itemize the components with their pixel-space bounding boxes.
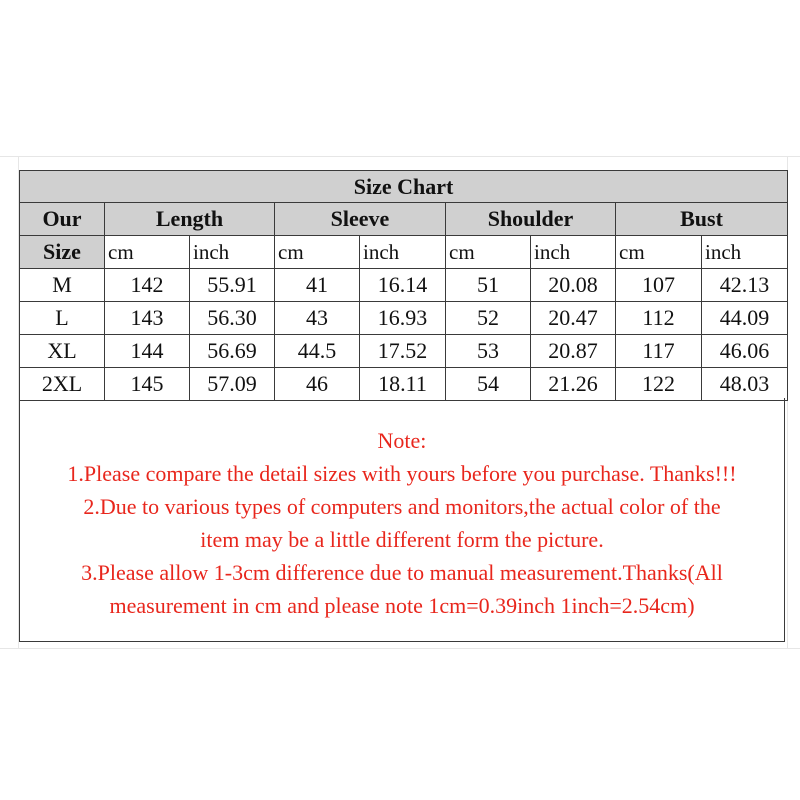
bust-cm-cell: 112 [616, 302, 702, 335]
length-inch-cell: 56.69 [190, 335, 275, 368]
sleeve-cm-cell: 46 [275, 368, 360, 401]
length-inch-cell: 57.09 [190, 368, 275, 401]
length-header: Length [105, 203, 275, 236]
size-cell: M [20, 269, 105, 302]
unit-inch: inch [360, 236, 446, 269]
shoulder-cm-cell: 54 [446, 368, 531, 401]
shoulder-header: Shoulder [446, 203, 616, 236]
shoulder-inch-cell: 20.87 [531, 335, 616, 368]
length-inch-cell: 56.30 [190, 302, 275, 335]
size-cell: 2XL [20, 368, 105, 401]
note-line-2: 2.Due to various types of computers and monitors,the actual color of the [83, 494, 721, 519]
length-cm-cell: 143 [105, 302, 190, 335]
bust-cm-cell: 122 [616, 368, 702, 401]
shoulder-inch-cell: 20.08 [531, 269, 616, 302]
table-row [20, 269, 788, 302]
note-line-5: measurement in cm and please note 1cm=0.39inch 1inch=2.54cm) [109, 593, 695, 618]
bust-cm-cell: 117 [616, 335, 702, 368]
bust-inch-cell: 44.09 [702, 302, 788, 335]
bust-inch-cell: 46.06 [702, 335, 788, 368]
sleeve-cm-cell: 44.5 [275, 335, 360, 368]
sleeve-cm-cell: 43 [275, 302, 360, 335]
unit-cm: cm [616, 236, 702, 269]
size-label: Size [20, 236, 105, 269]
sleeve-inch-cell: 18.11 [360, 368, 446, 401]
note-line-4: 3.Please allow 1-3cm difference due to manual measurement.Thanks(All [81, 560, 723, 585]
sleeve-inch-cell: 16.93 [360, 302, 446, 335]
bust-inch-cell: 48.03 [702, 368, 788, 401]
size-cell: XL [20, 335, 105, 368]
unit-inch: inch [702, 236, 788, 269]
shoulder-inch-cell: 21.26 [531, 368, 616, 401]
shoulder-inch-cell: 20.47 [531, 302, 616, 335]
shoulder-cm-cell: 52 [446, 302, 531, 335]
note-title: Note: [377, 428, 427, 453]
length-cm-cell: 142 [105, 269, 190, 302]
unit-cm: cm [446, 236, 531, 269]
sleeve-cm-cell: 41 [275, 269, 360, 302]
bust-inch-cell: 42.13 [702, 269, 788, 302]
length-cm-cell: 145 [105, 368, 190, 401]
shoulder-cm-cell: 51 [446, 269, 531, 302]
bust-cm-cell: 107 [616, 269, 702, 302]
bust-header: Bust [616, 203, 788, 236]
table-row [20, 368, 788, 401]
title-row [20, 171, 788, 203]
length-inch-cell: 55.91 [190, 269, 275, 302]
note-line-3: item may be a little different form the picture. [200, 527, 604, 552]
sleeve-inch-cell: 16.14 [360, 269, 446, 302]
note-line-1: 1.Please compare the detail sizes with yours before you purchase. Thanks!!! [67, 461, 737, 486]
notes-box [19, 398, 785, 642]
table-row [20, 302, 788, 335]
unit-cm: cm [105, 236, 190, 269]
group-header-row [20, 203, 788, 236]
unit-cm: cm [275, 236, 360, 269]
table-row [20, 335, 788, 368]
unit-inch: inch [190, 236, 275, 269]
sleeve-header: Sleeve [275, 203, 446, 236]
unit-inch: inch [531, 236, 616, 269]
unit-header-row [20, 236, 788, 269]
chart-title: Size Chart [20, 171, 788, 203]
size-chart-table [19, 170, 788, 401]
length-cm-cell: 144 [105, 335, 190, 368]
sleeve-inch-cell: 17.52 [360, 335, 446, 368]
our-label: Our [20, 203, 105, 236]
size-cell: L [20, 302, 105, 335]
shoulder-cm-cell: 53 [446, 335, 531, 368]
